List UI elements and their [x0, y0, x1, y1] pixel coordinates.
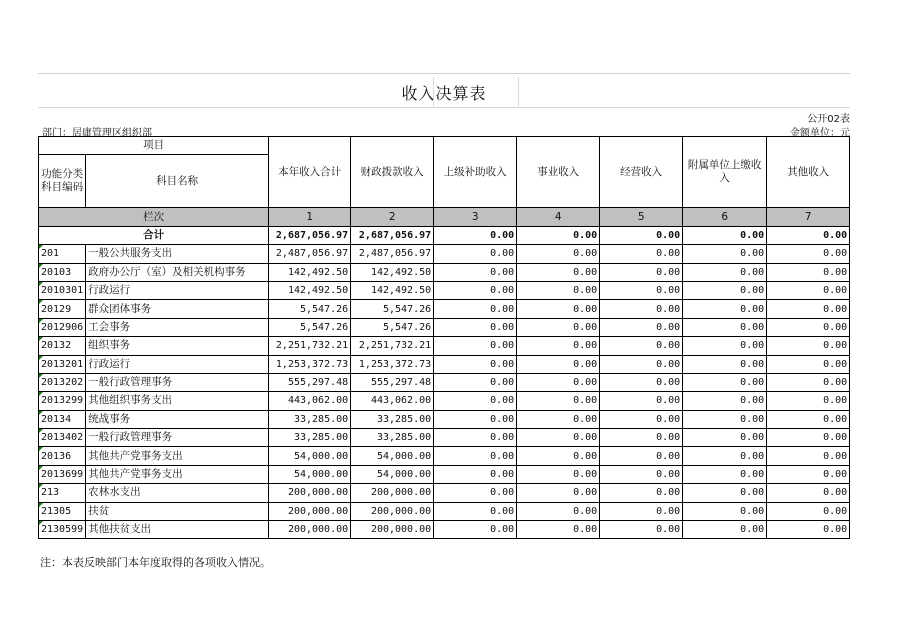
amount-cell: 54,000.00: [269, 465, 351, 483]
total-value: 0.00: [434, 226, 517, 244]
amount-cell: 0.00: [434, 502, 517, 520]
table-row: [39, 521, 850, 539]
grid-line: [518, 77, 519, 107]
subject-name: 扶贫: [86, 502, 269, 520]
amount-cell: 0.00: [434, 263, 517, 281]
amount-cell: 0.00: [517, 429, 600, 447]
cell-indicator-icon: [39, 374, 43, 378]
amount-cell: 0.00: [683, 392, 767, 410]
amount-cell: 0.00: [434, 373, 517, 391]
subject-code: 2013402: [39, 429, 86, 447]
header-col-5: 经营收入: [600, 137, 683, 208]
cell-indicator-icon: [39, 484, 43, 488]
subject-name: 其他共产党事务支出: [86, 465, 269, 483]
subject-name: 行政运行: [86, 281, 269, 299]
row-label: 栏次: [39, 208, 269, 226]
amount-cell: 0.00: [517, 355, 600, 373]
cell-indicator-icon: [39, 337, 43, 341]
amount-cell: 0.00: [434, 245, 517, 263]
amount-cell: 0.00: [683, 484, 767, 502]
table-row: [39, 465, 850, 483]
cell-indicator-icon: [39, 300, 43, 304]
amount-cell: 33,285.00: [351, 410, 434, 428]
subject-name: 一般行政管理事务: [86, 429, 269, 447]
amount-cell: 443,062.00: [351, 392, 434, 410]
amount-cell: 0.00: [517, 337, 600, 355]
amount-cell: 5,547.26: [351, 300, 434, 318]
cell-indicator-icon: [39, 447, 43, 451]
amount-cell: 0.00: [434, 318, 517, 336]
amount-cell: 0.00: [517, 281, 600, 299]
table-row: [39, 355, 850, 373]
amount-cell: 0.00: [767, 429, 850, 447]
subject-code: 20132: [39, 337, 86, 355]
amount-cell: 0.00: [517, 465, 600, 483]
amount-cell: 142,492.50: [269, 281, 351, 299]
amount-cell: 0.00: [683, 410, 767, 428]
column-number-6: 6: [683, 208, 767, 226]
amount-cell: 0.00: [434, 281, 517, 299]
amount-cell: 0.00: [600, 300, 683, 318]
amount-cell: 0.00: [434, 410, 517, 428]
total-value: 0.00: [600, 226, 683, 244]
total-row: [39, 226, 850, 244]
subject-name: 其他组织事务支出: [86, 392, 269, 410]
amount-cell: 0.00: [683, 521, 767, 539]
subject-code: 2013202: [39, 373, 86, 391]
grid-line: [433, 77, 434, 107]
amount-cell: 0.00: [600, 429, 683, 447]
amount-cell: 0.00: [600, 281, 683, 299]
amount-cell: 200,000.00: [351, 484, 434, 502]
amount-cell: 0.00: [600, 373, 683, 391]
cell-indicator-icon: [39, 521, 43, 525]
cell-indicator-icon: [39, 264, 43, 268]
table-row: [39, 337, 850, 355]
table-row: [39, 373, 850, 391]
amount-cell: 0.00: [767, 410, 850, 428]
subject-code: 21305: [39, 502, 86, 520]
amount-cell: 200,000.00: [269, 521, 351, 539]
amount-cell: 0.00: [767, 373, 850, 391]
subject-code: 2130599: [39, 521, 86, 539]
total-label: 合计: [39, 226, 269, 244]
amount-cell: 0.00: [434, 300, 517, 318]
amount-cell: 0.00: [517, 447, 600, 465]
amount-cell: 1,253,372.73: [351, 355, 434, 373]
subject-name: 一般行政管理事务: [86, 373, 269, 391]
amount-cell: 200,000.00: [269, 502, 351, 520]
amount-cell: 5,547.26: [269, 318, 351, 336]
amount-cell: 1,253,372.73: [269, 355, 351, 373]
header-name: 科目名称: [86, 155, 269, 208]
amount-cell: 54,000.00: [351, 447, 434, 465]
amount-cell: 0.00: [517, 263, 600, 281]
amount-cell: 0.00: [434, 355, 517, 373]
column-number-2: 2: [351, 208, 434, 226]
header-col-1: 本年收入合计: [269, 137, 351, 208]
amount-cell: 0.00: [600, 337, 683, 355]
amount-cell: 0.00: [517, 318, 600, 336]
footnote: 注：本表反映部门本年度取得的各项收入情况。: [40, 556, 271, 569]
subject-name: 群众团体事务: [86, 300, 269, 318]
column-number-5: 5: [600, 208, 683, 226]
amount-cell: 0.00: [517, 300, 600, 318]
amount-cell: 0.00: [517, 521, 600, 539]
amount-cell: 0.00: [767, 281, 850, 299]
amount-cell: 0.00: [767, 318, 850, 336]
amount-cell: 0.00: [600, 355, 683, 373]
amount-cell: 0.00: [600, 447, 683, 465]
amount-cell: 443,062.00: [269, 392, 351, 410]
subject-code: 213: [39, 484, 86, 502]
amount-cell: 0.00: [767, 245, 850, 263]
amount-cell: 200,000.00: [269, 484, 351, 502]
amount-cell: 5,547.26: [269, 300, 351, 318]
amount-cell: 0.00: [683, 447, 767, 465]
amount-cell: 0.00: [517, 502, 600, 520]
subject-code: 2013299: [39, 392, 86, 410]
total-value: 2,687,056.97: [351, 226, 434, 244]
amount-cell: 0.00: [767, 465, 850, 483]
amount-cell: 0.00: [434, 429, 517, 447]
amount-cell: 0.00: [517, 392, 600, 410]
subject-name: 工会事务: [86, 318, 269, 336]
amount-cell: 54,000.00: [351, 465, 434, 483]
header-col-4: 事业收入: [517, 137, 600, 208]
amount-cell: 0.00: [683, 429, 767, 447]
header-code: 功能分类科目编码: [39, 155, 86, 208]
amount-cell: 555,297.48: [351, 373, 434, 391]
income-table: [38, 136, 850, 539]
total-value: 2,687,056.97: [269, 226, 351, 244]
amount-cell: 2,251,732.21: [351, 337, 434, 355]
amount-cell: 0.00: [683, 373, 767, 391]
subject-code: 2013201: [39, 355, 86, 373]
column-number-row: [39, 208, 850, 226]
amount-cell: 2,487,056.97: [269, 245, 351, 263]
amount-cell: 0.00: [767, 484, 850, 502]
header-col-2: 财政拨款收入: [351, 137, 434, 208]
subject-code: 2012906: [39, 318, 86, 336]
column-number-7: 7: [767, 208, 850, 226]
amount-cell: 0.00: [434, 484, 517, 502]
table-row: [39, 502, 850, 520]
cell-indicator-icon: [39, 392, 43, 396]
amount-cell: 0.00: [767, 392, 850, 410]
amount-cell: 0.00: [434, 465, 517, 483]
header-col-6: 附属单位上缴收入: [683, 137, 767, 208]
table-row: [39, 429, 850, 447]
subject-name: 其他共产党事务支出: [86, 447, 269, 465]
cell-indicator-icon: [39, 411, 43, 415]
amount-cell: 555,297.48: [269, 373, 351, 391]
table-row: [39, 318, 850, 336]
cell-indicator-icon: [39, 503, 43, 507]
department-label: 部门：居庸管理区组织部: [42, 128, 152, 139]
subject-code: 20136: [39, 447, 86, 465]
amount-cell: 0.00: [600, 410, 683, 428]
amount-cell: 0.00: [767, 263, 850, 281]
subject-name: 农林水支出: [86, 484, 269, 502]
total-value: 0.00: [683, 226, 767, 244]
amount-cell: 0.00: [517, 410, 600, 428]
cell-indicator-icon: [39, 319, 43, 323]
subject-code: 20129: [39, 300, 86, 318]
total-value: 0.00: [517, 226, 600, 244]
amount-cell: 0.00: [683, 281, 767, 299]
amount-cell: 0.00: [600, 263, 683, 281]
table-row: [39, 392, 850, 410]
column-number-3: 3: [434, 208, 517, 226]
amount-cell: 0.00: [600, 318, 683, 336]
cell-indicator-icon: [39, 282, 43, 286]
amount-cell: 0.00: [517, 245, 600, 263]
amount-cell: 33,285.00: [269, 410, 351, 428]
amount-cell: 0.00: [434, 392, 517, 410]
amount-cell: 0.00: [683, 355, 767, 373]
amount-cell: 0.00: [683, 263, 767, 281]
amount-cell: 0.00: [767, 502, 850, 520]
amount-cell: 0.00: [683, 245, 767, 263]
amount-cell: 0.00: [600, 465, 683, 483]
amount-cell: 0.00: [767, 300, 850, 318]
amount-cell: 0.00: [767, 521, 850, 539]
amount-cell: 200,000.00: [351, 502, 434, 520]
amount-cell: 5,547.26: [351, 318, 434, 336]
header-col-7: 其他收入: [767, 137, 850, 208]
amount-cell: 33,285.00: [351, 429, 434, 447]
amount-cell: 0.00: [434, 447, 517, 465]
table-row: [39, 410, 850, 428]
amount-cell: 0.00: [683, 465, 767, 483]
amount-cell: 0.00: [683, 337, 767, 355]
column-number-4: 4: [517, 208, 600, 226]
amount-cell: 142,492.50: [269, 263, 351, 281]
subject-name: 统战事务: [86, 410, 269, 428]
header-item: 项目: [39, 137, 269, 155]
amount-cell: 0.00: [600, 484, 683, 502]
subject-code: 20103: [39, 263, 86, 281]
amount-cell: 0.00: [683, 300, 767, 318]
amount-cell: 0.00: [434, 521, 517, 539]
amount-cell: 0.00: [600, 245, 683, 263]
subject-name: 政府办公厅（室）及相关机构事务: [86, 263, 269, 281]
cell-indicator-icon: [39, 466, 43, 470]
title-bar: [38, 77, 850, 108]
subject-code: 201: [39, 245, 86, 263]
amount-cell: 0.00: [767, 447, 850, 465]
table-row: [39, 263, 850, 281]
subject-code: 20134: [39, 410, 86, 428]
form-code: 公开02表: [807, 114, 850, 125]
table-row: [39, 484, 850, 502]
amount-cell: 200,000.00: [351, 521, 434, 539]
amount-cell: 0.00: [434, 337, 517, 355]
amount-cell: 0.00: [517, 373, 600, 391]
amount-cell: 54,000.00: [269, 447, 351, 465]
subject-name: 组织事务: [86, 337, 269, 355]
amount-cell: 0.00: [767, 337, 850, 355]
amount-cell: 0.00: [600, 521, 683, 539]
header-row-item: [39, 137, 850, 155]
amount-cell: 0.00: [600, 502, 683, 520]
column-number-1: 1: [269, 208, 351, 226]
amount-cell: 0.00: [683, 318, 767, 336]
subject-code: 2010301: [39, 281, 86, 299]
table-row: [39, 281, 850, 299]
amount-cell: 2,487,056.97: [351, 245, 434, 263]
cell-indicator-icon: [39, 356, 43, 360]
table-row: [39, 245, 850, 263]
amount-cell: 142,492.50: [351, 281, 434, 299]
table-row: [39, 300, 850, 318]
subject-code: 2013699: [39, 465, 86, 483]
amount-cell: 0.00: [517, 484, 600, 502]
amount-cell: 2,251,732.21: [269, 337, 351, 355]
subject-name: 一般公共服务支出: [86, 245, 269, 263]
amount-cell: 0.00: [767, 355, 850, 373]
table-row: [39, 447, 850, 465]
cell-indicator-icon: [39, 245, 43, 249]
unit-label: 金额单位：元: [790, 128, 850, 139]
subject-name: 行政运行: [86, 355, 269, 373]
total-value: 0.00: [767, 226, 850, 244]
subject-name: 其他扶贫支出: [86, 521, 269, 539]
amount-cell: 33,285.00: [269, 429, 351, 447]
amount-cell: 0.00: [683, 502, 767, 520]
amount-cell: 0.00: [600, 392, 683, 410]
report-title: 收入决算表: [401, 84, 487, 103]
amount-cell: 142,492.50: [351, 263, 434, 281]
header-col-3: 上级补助收入: [434, 137, 517, 208]
cell-indicator-icon: [39, 429, 43, 433]
